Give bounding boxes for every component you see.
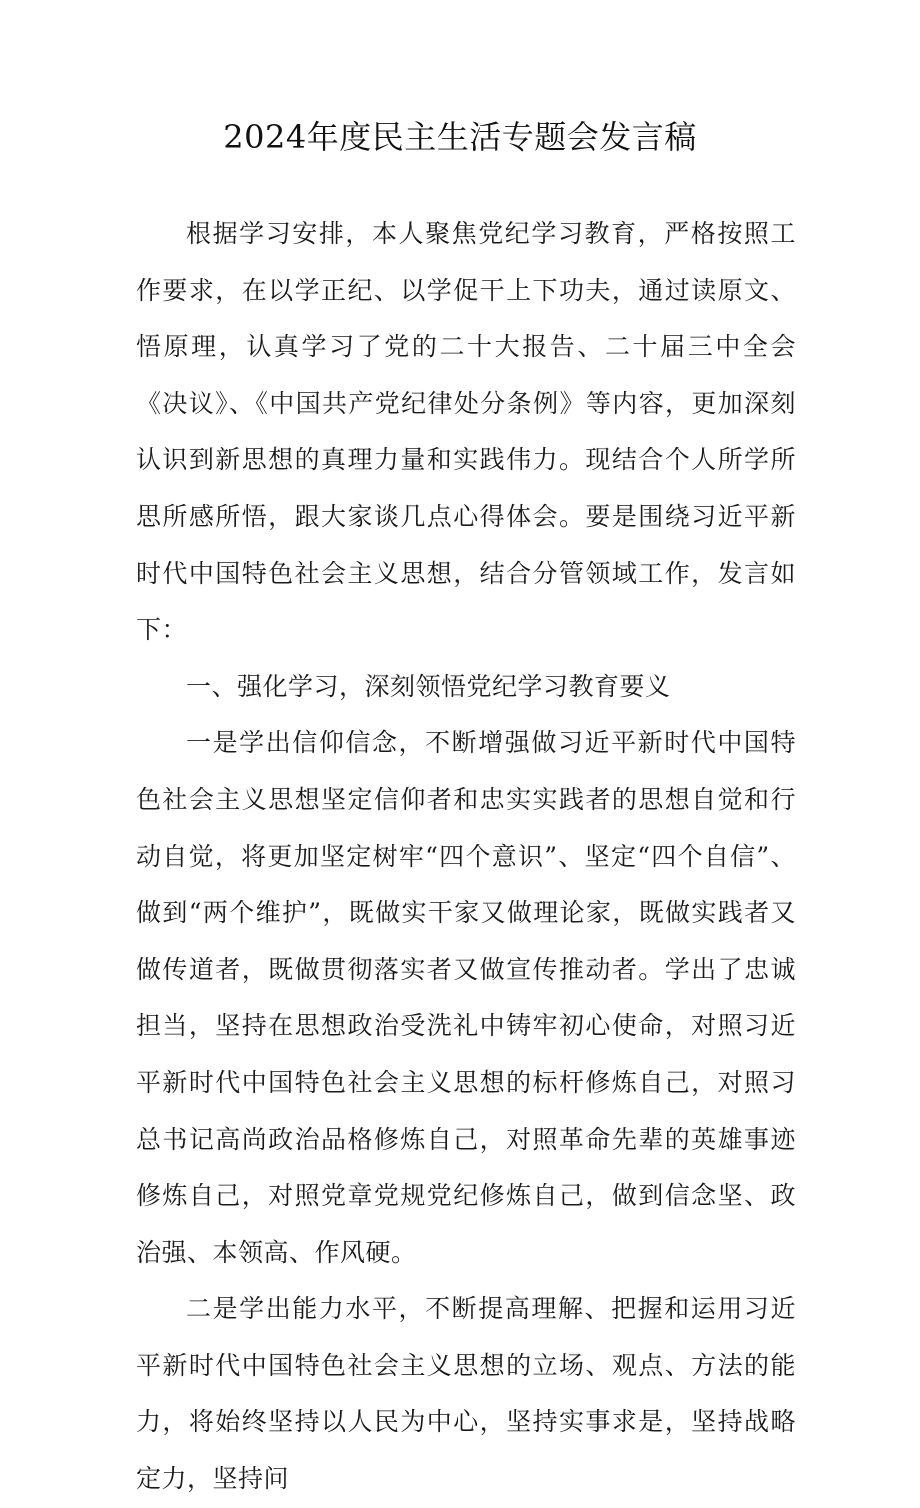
paragraph-point-1: 一是学出信仰信念，不断增强做习近平新时代中国特色社会主义思想坚定信仰者和忠实实践者的思想自觉和行动自觉，将更加坚定树牢“四个意识”、坚定“四个自信”、做到“两个维护”，既做实干家又做理论家，既做实践者又做传道者，既做贯彻落实者又做宣传推动者。学出了忠诚担当，坚持在思想政治受洗礼中铸牢初心使命，对照习近平新时代中国特色社会主义思想的标杆修炼自己，对照习总书记高尚政治品格修炼自己，对照革命先辈的英雄事迹修炼自己，对照党章党规党纪修炼自己，做到信念坚、政治强、本领高、作风硬。 [136,728,796,1267]
document-body [136,206,796,1508]
paragraph-intro: 根据学习安排，本人聚焦党纪学习教育，严格按照工作要求，在以学正纪、以学促干上下功夫，通过读原文、悟原理，认真学习了党的二十大报告、二十届三中全会《决议》、《中国共产党纪律处分条例》等内容，更加深刻认识到新思想的真理力量和实践伟力。现结合个人所学所思所感所悟，跟大家谈几点心得体会。要是围绕习近平新时代中国特色社会主义思想，结合分管领域工作，发言如下： [136,219,796,645]
paragraph-point-2: 二是学出能力水平，不断提高理解、把握和运用习近平新时代中国特色社会主义思想的立场、观点、方法的能力，将始终坚持以人民为中心，坚持实事求是，坚持战略定力，坚持问 [136,1294,796,1494]
document-title: 2024年度民主生活专题会发言稿 [223,118,697,156]
section-heading-1: 一、强化学习，深刻领悟党纪学习教育要义 [186,671,671,701]
